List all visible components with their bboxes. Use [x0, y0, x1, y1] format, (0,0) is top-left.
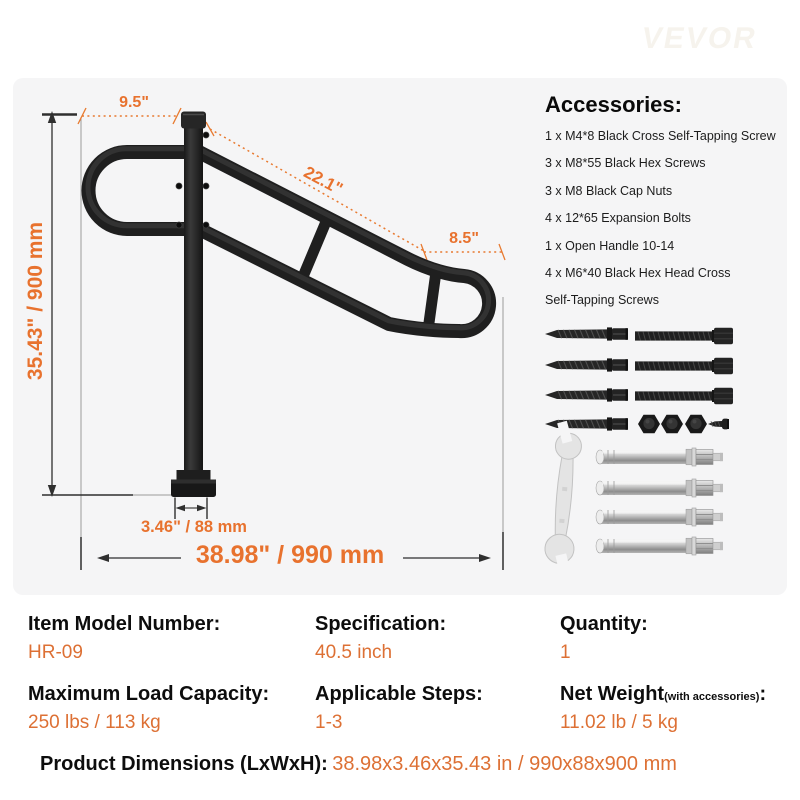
applicable-steps-value: 1-3 [315, 712, 343, 733]
product-dimensions-value: 38.98x3.46x35.43 in / 990x88x900 mm [332, 753, 677, 775]
dim-label-top-offset: 9.5" [119, 94, 149, 111]
hex-screw-icon [545, 388, 628, 401]
dim-label-height: 35.43" / 900 mm [24, 221, 47, 381]
product-dimensions-label: Product Dimensions (LxWxH): [40, 753, 328, 775]
accessories-heading: Accessories: [545, 92, 682, 117]
quantity-label: Quantity: [560, 613, 648, 635]
specification-value: 40.5 inch [315, 642, 393, 663]
product-dimensions-row [40, 753, 677, 776]
expansion-bolt-icon [596, 448, 723, 466]
net-weight-value: 11.02 lb / 5 kg [560, 712, 678, 733]
dim-label-total-width: 38.98" / 990 mm [195, 541, 385, 569]
accessory-item: 3 x M8*55 Black Hex Screws [545, 156, 706, 171]
dim-label-post-base: 3.46" / 88 mm [141, 518, 247, 536]
hardware-set [543, 327, 733, 578]
cap-nut-icon [661, 415, 683, 434]
max-load-value: 250 lbs / 113 kg [28, 712, 161, 733]
applicable-steps-label: Applicable Steps: [315, 683, 483, 705]
accessory-item: 1 x Open Handle 10-14 [545, 238, 675, 253]
accessory-item: 1 x M4*8 Black Cross Self-Tapping Screw [545, 129, 776, 143]
hex-screw-icon [545, 327, 628, 340]
expansion-bolt-icon [596, 479, 723, 497]
net-weight-label: Net Weight(with accessories): [560, 683, 767, 705]
cap-nut-icon [638, 415, 660, 434]
max-load-label: Maximum Load Capacity: [28, 683, 270, 705]
expansion-bolt-icon [596, 537, 723, 555]
item-model-label: Item Model Number: [28, 613, 221, 635]
net-weight-sub-label: (with accessories) [664, 691, 760, 703]
wrench-icon [543, 420, 586, 578]
hex-bolt-icon [635, 358, 733, 374]
dim-label-end-length: 8.5" [449, 230, 479, 247]
dimension-lines [42, 111, 503, 570]
quantity-value: 1 [560, 642, 571, 663]
accessory-item: 3 x M8 Black Cap Nuts [545, 183, 673, 198]
hex-bolt-icon [635, 388, 733, 404]
hex-screw-icon [545, 358, 628, 371]
dim-label-rail-length: 22.1" [300, 162, 346, 199]
accessory-item: Self-Tapping Screws [545, 293, 659, 308]
small-screw-icon [708, 419, 729, 430]
accessories-list [545, 123, 776, 315]
specification-label: Specification: [315, 613, 447, 635]
item-model-value: HR-09 [28, 642, 83, 663]
accessory-item: 4 x M6*40 Black Hex Head Cross [545, 266, 731, 281]
cap-nut-icon [685, 415, 707, 434]
handrail-post [171, 112, 216, 498]
brand-watermark: VEVOR [639, 22, 761, 55]
hex-bolt-icon [635, 328, 733, 344]
expansion-bolt-icon [596, 508, 723, 526]
handrail-tubes [88, 148, 489, 331]
accessory-item: 4 x 12*65 Expansion Bolts [545, 211, 691, 226]
